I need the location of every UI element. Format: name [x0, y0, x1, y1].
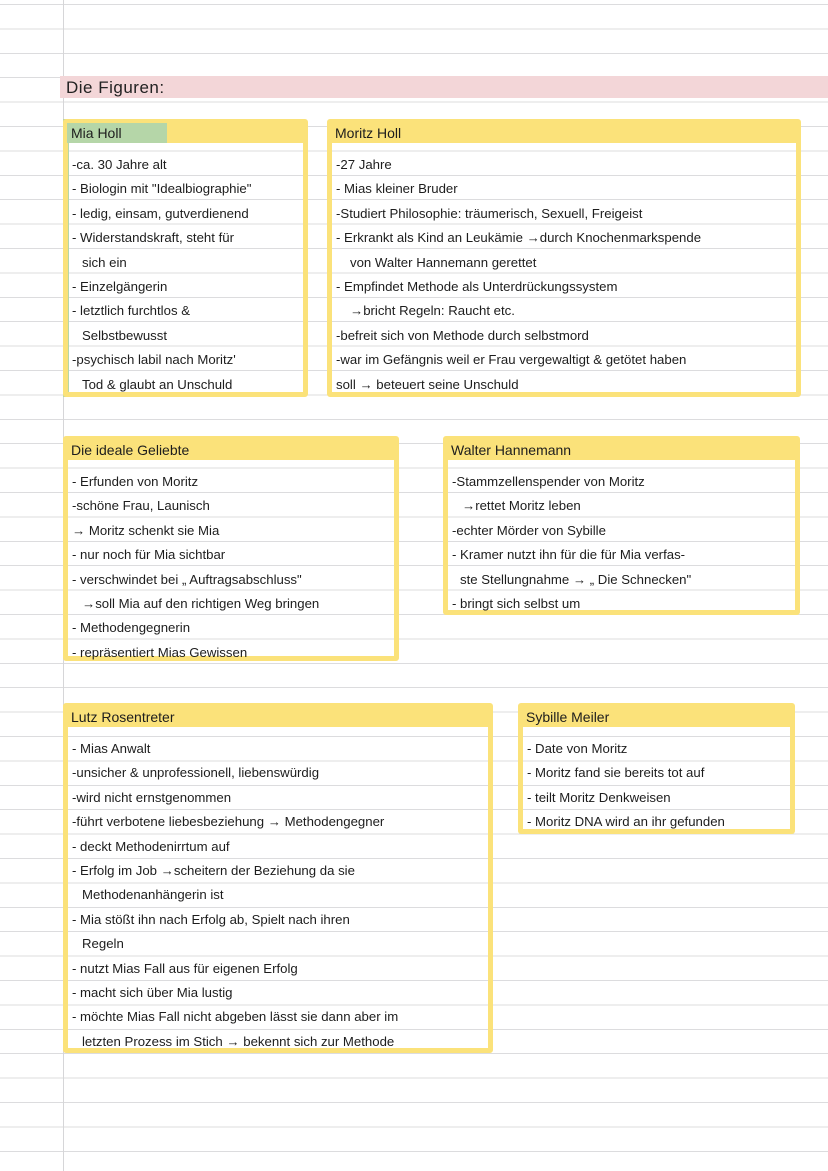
card-header: [447, 440, 796, 460]
list-item: -Studiert Philosophie: träumerisch, Sexuell, Freigeist: [336, 205, 643, 221]
card-ideale-geliebte: [63, 436, 399, 661]
list-item: - Moritz fand sie bereits tot auf: [527, 765, 705, 781]
list-item: - Date von Moritz: [527, 741, 628, 756]
list-item: -führt verbotene liebesbeziehung → Methodengegner: [72, 814, 385, 830]
list-item: letzten Prozess im Stich → bekennt sich zur Methode: [82, 1033, 395, 1049]
list-item: - möchte Mias Fall nicht abgeben lässt sie dann aber im: [72, 1009, 399, 1025]
list-item: - Empfindet Methode als Unterdrückungssystem: [336, 279, 618, 295]
list-item: -schöne Frau, Launisch: [72, 498, 210, 514]
list-item: - Biologin mit "Idealbiographie": [72, 181, 252, 197]
list-item: - Erfunden von Moritz: [72, 474, 199, 489]
list-item: -Stammzellenspender von Moritz: [452, 474, 645, 489]
list-item: →bricht Regeln: Raucht etc.: [350, 303, 515, 319]
list-item: -befreit sich von Methode durch selbstmord: [336, 327, 589, 343]
list-item: Methodenanhängerin ist: [82, 887, 224, 903]
list-item: - Widerstandskraft, steht für: [72, 230, 234, 246]
list-item: - nutzt Mias Fall aus für eigenen Erfolg: [72, 960, 298, 976]
card-title: Walter Hannemann: [451, 442, 572, 458]
list-item: - verschwindet bei „ Auftragsabschluss": [72, 571, 302, 587]
list-item: - macht sich über Mia lustig: [72, 985, 233, 1001]
card-title: Moritz Holl: [335, 125, 402, 141]
trait-list: [527, 737, 788, 835]
card-header: [331, 123, 797, 143]
card-header: [522, 707, 791, 727]
list-item: - Methodengegnerin: [72, 620, 191, 636]
list-item: ste Stellungnahme → „ Die Schnecken": [460, 571, 692, 587]
card-header: [67, 123, 304, 143]
card-title: Mia Holl: [71, 125, 122, 141]
list-item: - deckt Methodenirrtum auf: [72, 838, 230, 854]
card-mia-holl: [63, 119, 308, 397]
list-item: - Erkrankt als Kind an Leukämie →durch Knochenmarkspende: [336, 230, 702, 246]
list-item: - Einzelgängerin: [72, 279, 168, 295]
list-item: - repräsentiert Mias Gewissen: [72, 644, 248, 660]
card-header: [67, 707, 489, 727]
list-item: - Kramer nutzt ihn für die für Mia verfas-: [452, 547, 686, 563]
list-item: → Moritz schenkt sie Mia: [72, 522, 220, 538]
card-header: [67, 440, 395, 460]
title-highlight: [60, 76, 828, 98]
list-item: Tod & glaubt an Unschuld: [82, 376, 233, 392]
card-sybille-meiler: [518, 703, 795, 834]
list-item: - Erfolg im Job →scheitern der Beziehung da sie: [72, 863, 355, 879]
list-item: Regeln: [82, 936, 124, 952]
card-title: Lutz Rosentreter: [71, 709, 175, 725]
trait-list: [72, 153, 301, 397]
list-item: -psychisch labil nach Moritz': [72, 352, 236, 368]
trait-list: [72, 470, 392, 665]
trait-list: [72, 737, 486, 1054]
card-title: Sybille Meiler: [526, 709, 610, 725]
list-item: - ledig, einsam, gutverdienend: [72, 205, 249, 221]
trait-list: [336, 153, 794, 397]
list-item: - letztlich furchtlos &: [72, 303, 190, 319]
list-item: -27 Jahre: [336, 157, 392, 172]
list-item: -war im Gefängnis weil er Frau vergewaltigt & getötet haben: [336, 352, 687, 368]
list-item: - Moritz DNA wird an ihr gefunden: [527, 814, 725, 830]
page-title: Die Figuren:: [66, 78, 165, 97]
list-item: - nur noch für Mia sichtbar: [72, 547, 226, 563]
list-item: soll → beteuert seine Unschuld: [336, 376, 519, 392]
list-item: sich ein: [82, 254, 127, 270]
list-item: - bringt sich selbst um: [452, 596, 581, 612]
list-item: →rettet Moritz leben: [462, 498, 581, 514]
list-item: -ca. 30 Jahre alt: [72, 157, 167, 172]
card-moritz-holl: [327, 119, 801, 397]
list-item: Selbstbewusst: [82, 327, 168, 343]
list-item: -wird nicht ernstgenommen: [72, 789, 232, 805]
list-item: von Walter Hannemann gerettet: [350, 254, 537, 270]
list-item: -unsicher & unprofessionell, liebenswürdig: [72, 765, 320, 781]
card-title: Die ideale Geliebte: [71, 442, 190, 458]
card-lutz-rosentreter: [63, 703, 493, 1053]
list-item: - Mias Anwalt: [72, 741, 151, 756]
list-item: →soll Mia auf den richtigen Weg bringen: [82, 596, 320, 612]
list-item: - Mia stößt ihn nach Erfolg ab, Spielt nach ihren: [72, 911, 350, 927]
trait-list: [452, 470, 793, 616]
card-walter-hannemann: [443, 436, 800, 615]
list-item: -echter Mörder von Sybille: [452, 522, 606, 538]
list-item: - Mias kleiner Bruder: [336, 181, 458, 197]
list-item: - teilt Moritz Denkweisen: [527, 789, 671, 805]
